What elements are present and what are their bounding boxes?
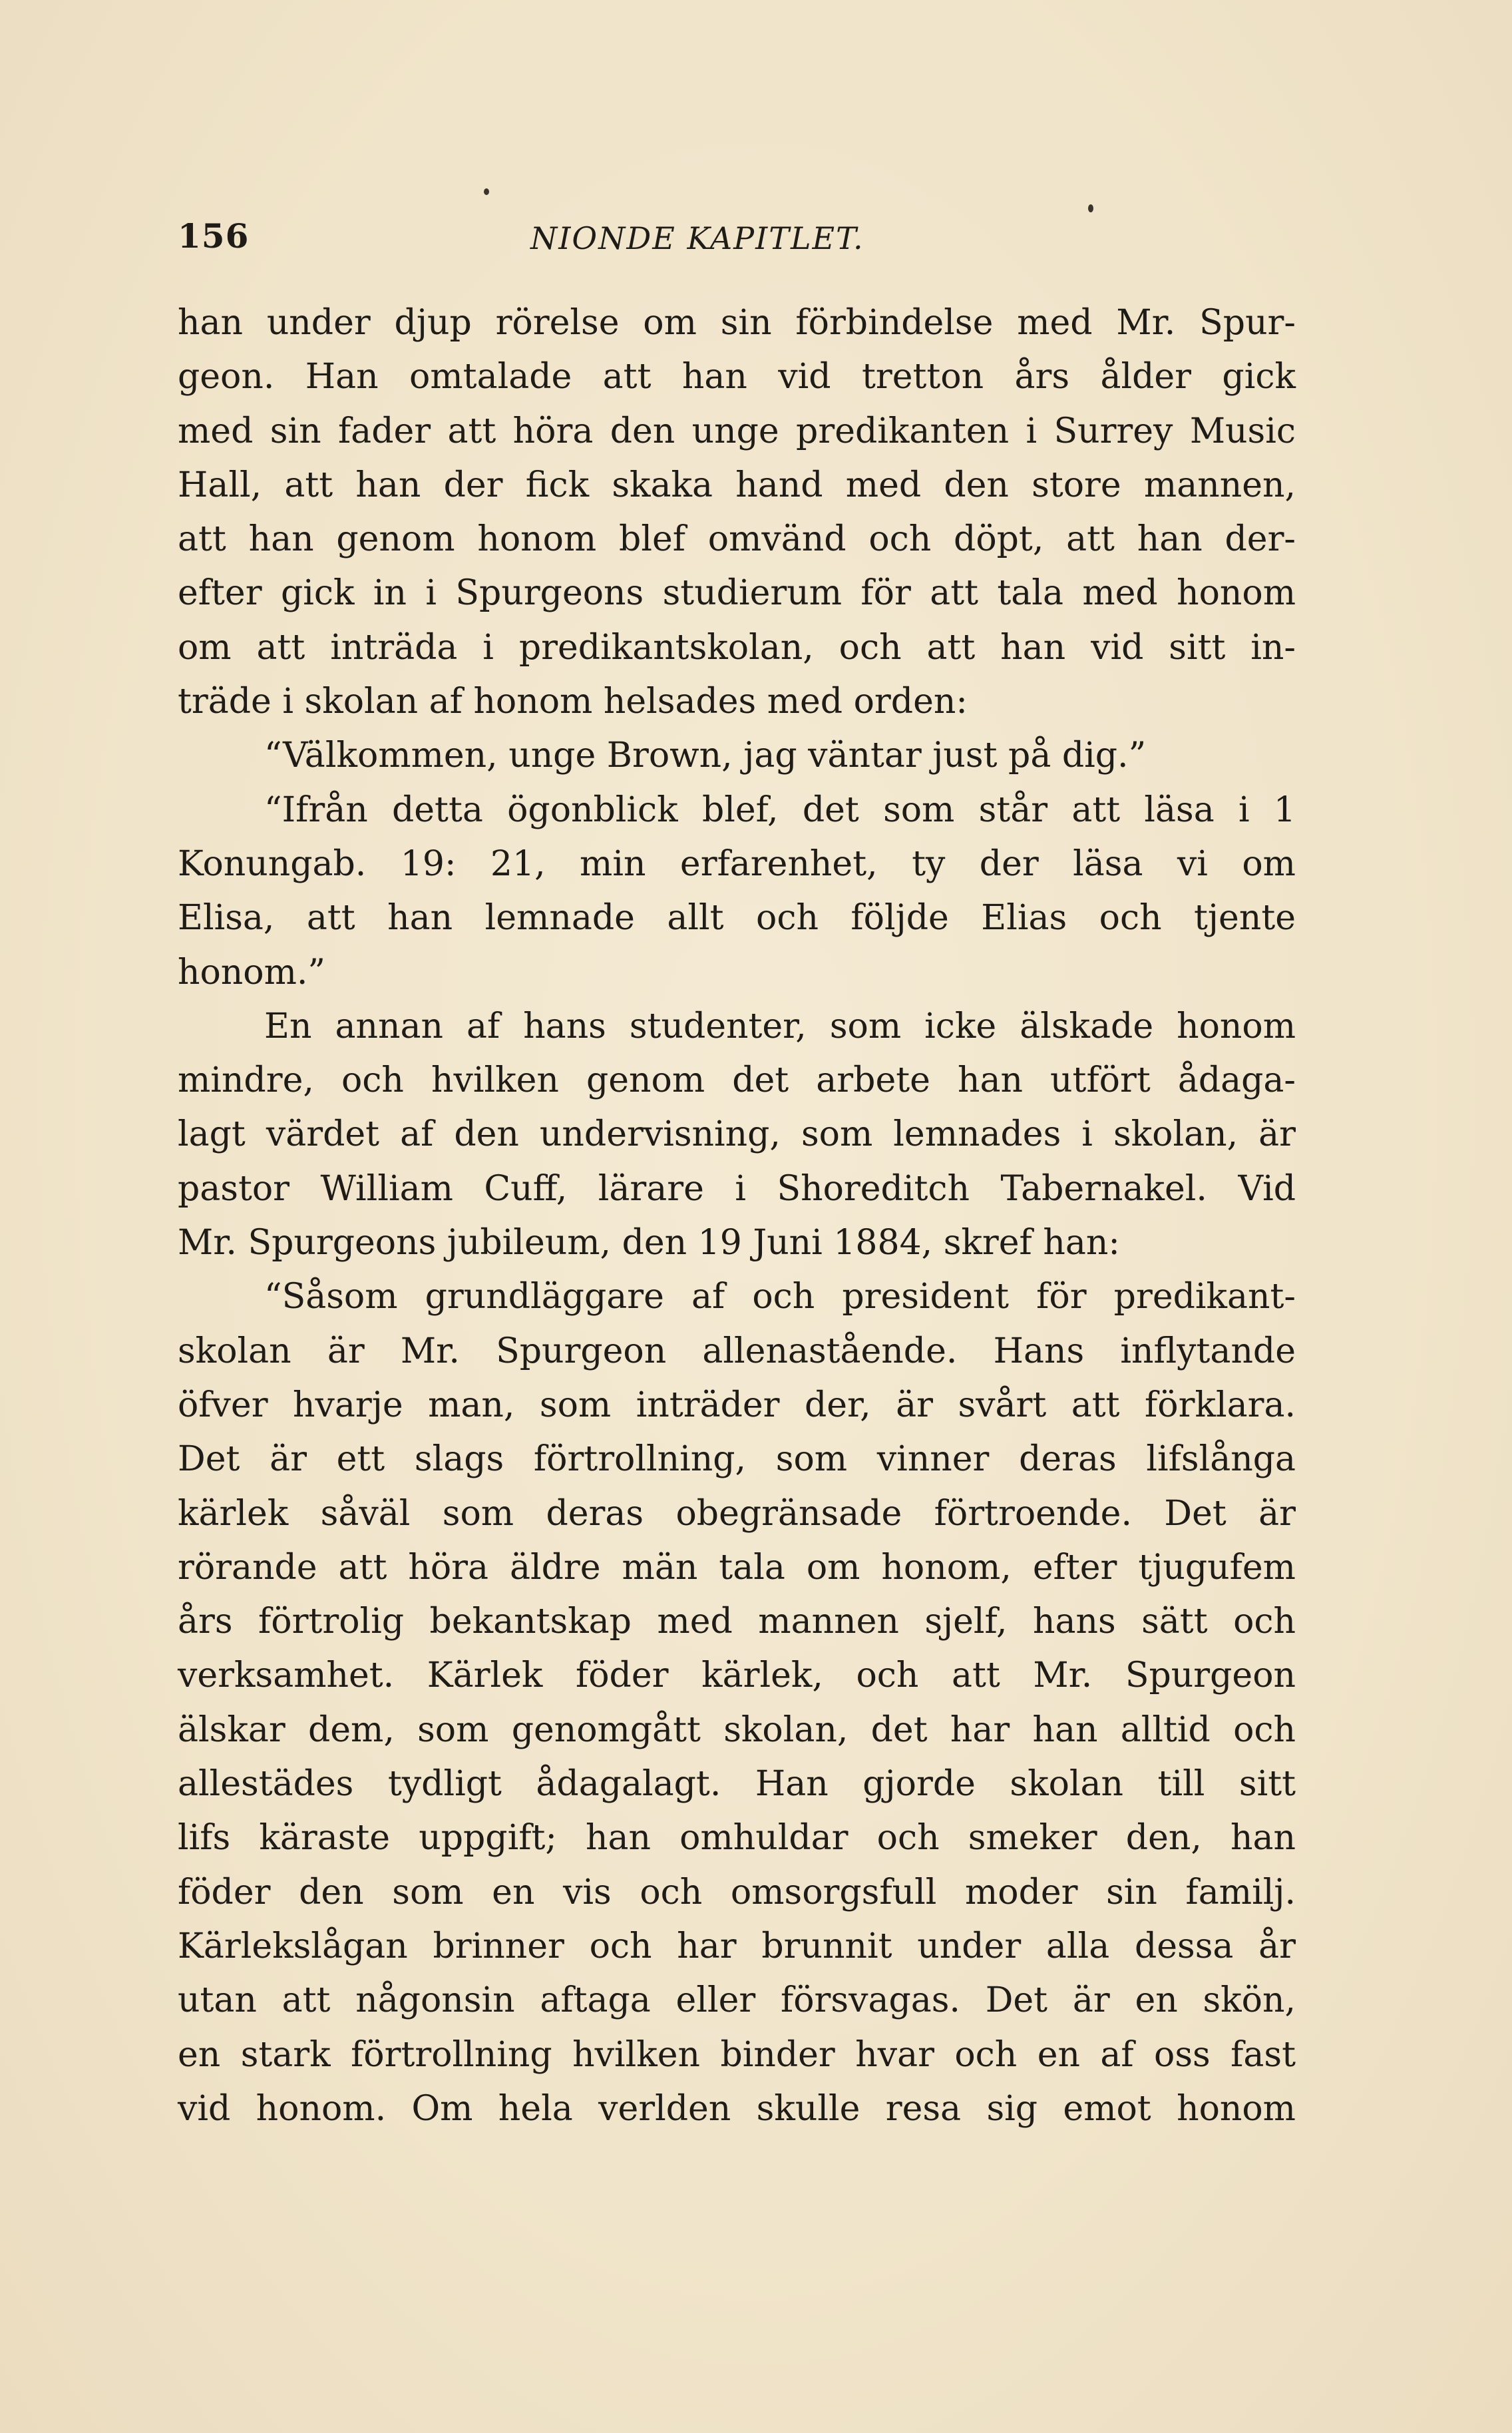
text-line: honom.” — [178, 952, 326, 993]
text-line: om att inträda i predikantskolan, och att han vid sitt in- — [178, 627, 1296, 668]
text-line: lifs käraste uppgift; han omhuldar och smeker den, han — [178, 1818, 1296, 1859]
page-header — [178, 216, 1296, 276]
text-line: års förtrolig bekantskap med mannen sjelf, hans sätt och — [178, 1602, 1296, 1642]
text-line: Hall, att han der fick skaka hand med den store mannen, — [178, 465, 1296, 505]
text-line: utan att någonsin aftaga eller försvagas. Det är en skön, — [178, 1980, 1296, 2021]
text-line: “Ifrån detta ögonblick blef, det som står att läsa i 1 — [264, 789, 1296, 830]
text-line: Konungab. 19: 21, min erfarenhet, ty der läsa vi om — [178, 843, 1296, 884]
text-line: “Välkommen, unge Brown, jag väntar just på dig.” — [264, 736, 1147, 776]
text-line: En annan af hans studenter, som icke älskade honom — [264, 1006, 1296, 1046]
text-line: träde i skolan af honom helsades med orden: — [178, 682, 968, 722]
text-line: att han genom honom blef omvänd och döpt, att han der- — [178, 519, 1296, 560]
text-line: Mr. Spurgeons jubileum, den 19 Juni 1884, skref han: — [178, 1223, 1120, 1263]
text-line: öfver hvarje man, som inträder der, är svårt att förklara. — [178, 1385, 1296, 1425]
text-line: föder den som en vis och omsorgsfull moder sin familj. — [178, 1872, 1296, 1912]
page-number: 156 — [178, 216, 250, 256]
text-line: “Såsom grundläggare af och president för predikant- — [264, 1277, 1296, 1317]
text-line: geon. Han omtalade att han vid tretton års ålder gick — [178, 357, 1296, 397]
text-line: pastor William Cuff, lärare i Shoreditch Tabernakel. Vid — [178, 1168, 1296, 1209]
text-line: lagt värdet af den undervisning, som lemnades i skolan, är — [178, 1114, 1296, 1155]
text-line: älskar dem, som genomgått skolan, det har han alltid och — [178, 1709, 1296, 1750]
text-line: mindre, och hvilken genom det arbete han utfört ådaga- — [178, 1060, 1296, 1101]
text-line: en stark förtrollning hvilken binder hvar och en af oss fast — [178, 2034, 1296, 2075]
text-line: vid honom. Om hela verlden skulle resa sig emot honom — [178, 2088, 1296, 2129]
text-line: efter gick in i Spurgeons studierum för att tala med honom — [178, 573, 1296, 614]
text-line: Elisa, att han lemnade allt och följde Elias och tjente — [178, 898, 1296, 939]
text-line: Kärlekslågan brinner och har brunnit under alla dessa år — [178, 1926, 1296, 1966]
print-speck — [1088, 204, 1093, 212]
body-text — [178, 296, 1296, 2136]
text-line: Det är ett slags förtrollning, som vinner deras lifslånga — [178, 1439, 1296, 1480]
text-line: skolan är Mr. Spurgeon allenastående. Hans inflytande — [178, 1331, 1296, 1371]
text-line: rörande att höra äldre män tala om honom, efter tjugufem — [178, 1547, 1296, 1588]
print-speck — [484, 188, 489, 195]
text-line: med sin fader att höra den unge predikanten i Surrey Music — [178, 411, 1296, 451]
text-line: han under djup rörelse om sin förbindelse med Mr. Spur- — [178, 303, 1296, 343]
running-head: NIONDE KAPITLET. — [530, 220, 864, 256]
text-line: verksamhet. Kärlek föder kärlek, och att Mr. Spurgeon — [178, 1656, 1296, 1696]
text-line: kärlek såväl som deras obegränsade förtroende. Det är — [178, 1493, 1296, 1534]
text-line: allestädes tydligt ådagalagt. Han gjorde skolan till sitt — [178, 1764, 1296, 1805]
